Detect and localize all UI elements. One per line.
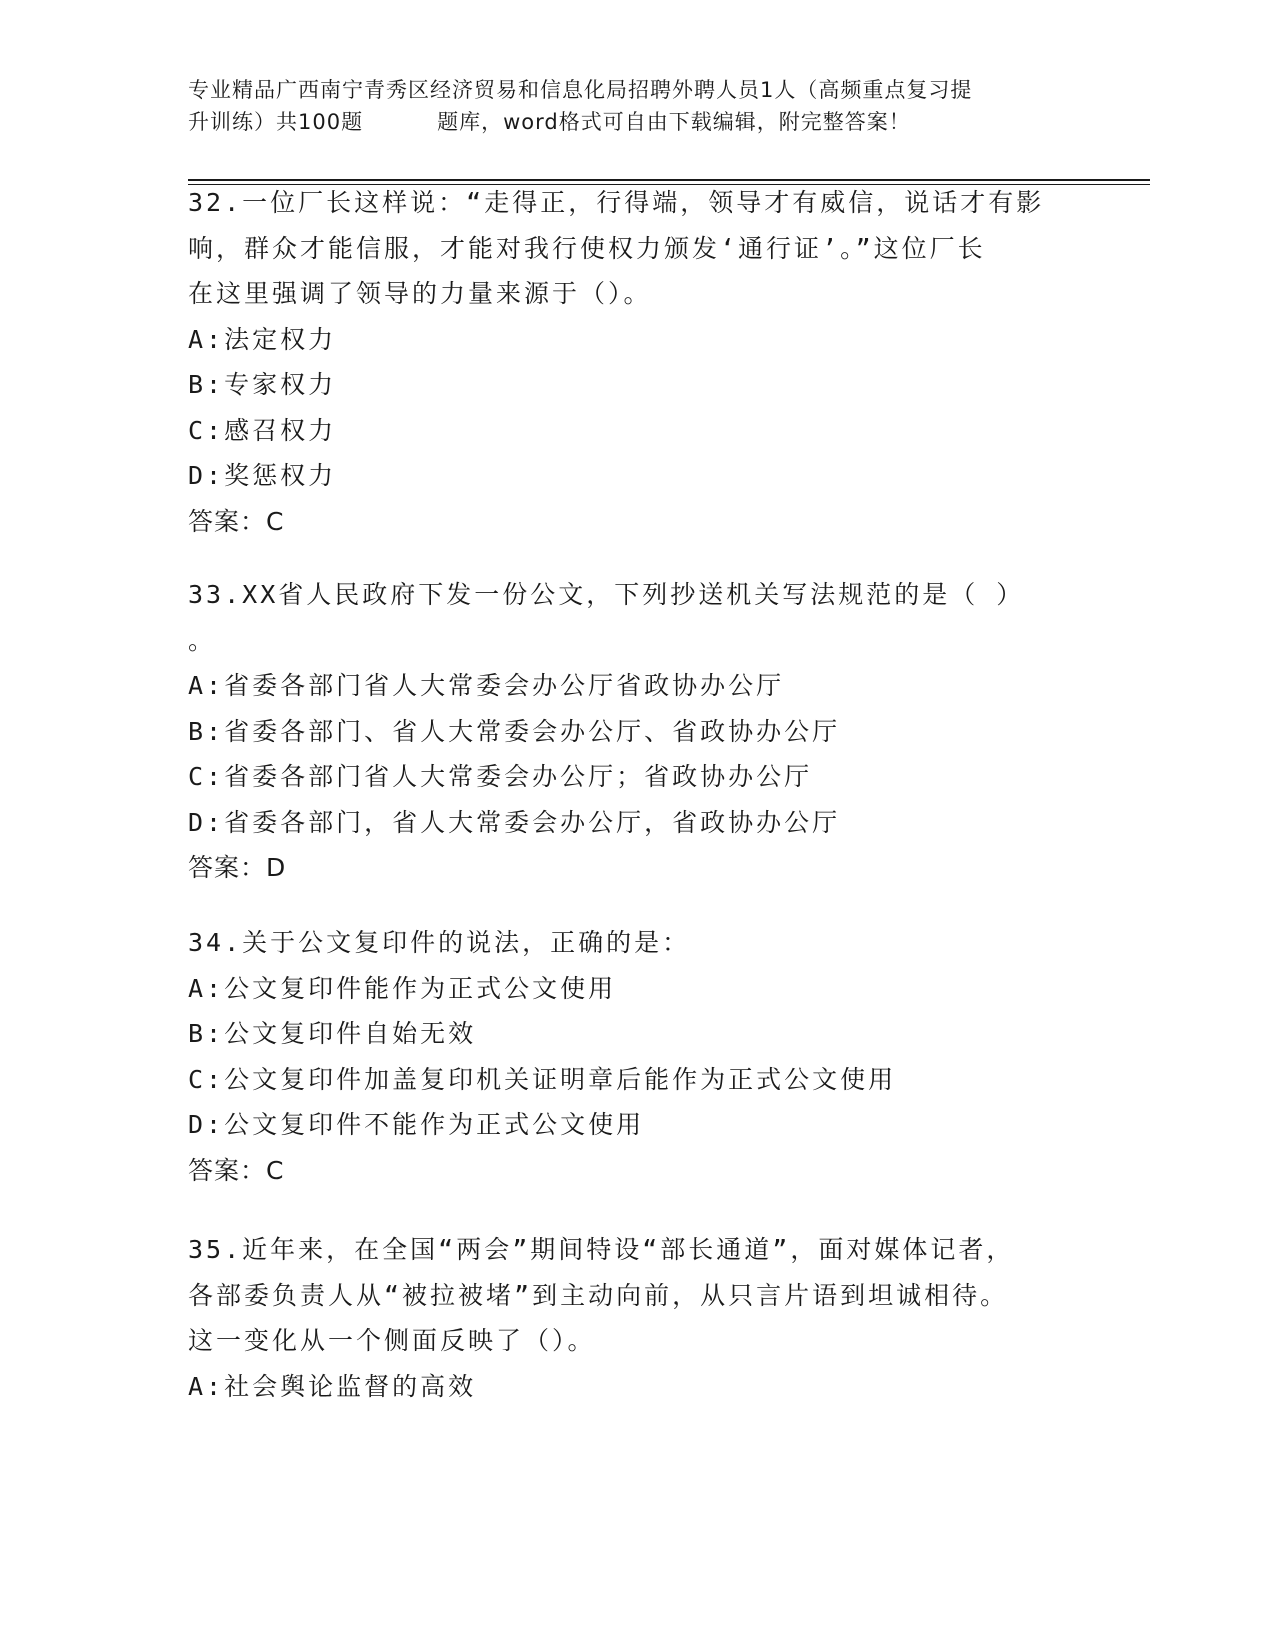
stem-line: 35.近年来，在全国“两会”期间特设“部长通道”，面对媒体记者，	[188, 1235, 1015, 1264]
option-a: A:社会舆论监督的高效	[188, 1371, 477, 1401]
question-33	[188, 572, 1068, 891]
stem-line: 34.关于公文复印件的说法，正确的是：	[188, 928, 691, 957]
question-stem	[188, 180, 1068, 317]
question-stem	[188, 1227, 1068, 1364]
question-stem	[188, 920, 1068, 966]
question-34	[188, 920, 1068, 1193]
stem-line: 32.一位厂长这样说：“走得正，行得端，领导才有威信，说话才有影	[188, 188, 1045, 217]
question-32	[188, 180, 1068, 544]
header-line-2	[188, 106, 1088, 138]
question-stem	[188, 572, 1068, 663]
header-line-2-left: 升训练）共100题	[188, 110, 364, 134]
option-b: B:专家权力	[188, 370, 337, 399]
option-b: B:公文复印件自始无效	[188, 1019, 477, 1048]
header-line-2-right: 题库，word格式可自由下载编辑，附完整答案！	[437, 110, 911, 134]
answer-line: 答案：C	[188, 1155, 285, 1185]
answer-line: 答案：D	[188, 853, 287, 882]
option-a: A:公文复印件能作为正式公文使用	[188, 973, 617, 1003]
stem-line: 响，群众才能信服，才能对我行使权力颁发‘通行证’。”这位厂长	[188, 233, 986, 263]
answer-line: 答案：C	[188, 506, 285, 536]
stem-line: 这一变化从一个侧面反映了（）。	[188, 1326, 596, 1355]
option-c: C:省委各部门省人大常委会办公厅；省政协办公厅	[188, 762, 813, 791]
option-d: D:公文复印件不能作为正式公文使用	[188, 1110, 645, 1139]
option-b: B:省委各部门、省人大常委会办公厅、省政协办公厅	[188, 716, 841, 746]
option-d: D:奖惩权力	[188, 461, 337, 490]
header-line-1: 专业精品广西南宁青秀区经济贸易和信息化局招聘外聘人员1人（高频重点复习提	[188, 78, 973, 102]
document-header	[188, 74, 1088, 138]
option-a: A:省委各部门省人大常委会办公厅省政协办公厅	[188, 671, 785, 700]
stem-line: 各部委负责人从“被拉被堵”到主动向前，从只言片语到坦诚相待。	[188, 1280, 1009, 1310]
option-a: A:法定权力	[188, 324, 337, 354]
stem-line: 在这里强调了领导的力量来源于（）。	[188, 279, 652, 308]
option-c: C:感召权力	[188, 415, 337, 445]
question-35	[188, 1227, 1068, 1409]
option-d: D:省委各部门，省人大常委会办公厅，省政协办公厅	[188, 807, 841, 837]
stem-line: 。	[188, 625, 217, 655]
stem-line: 33.XX省人民政府下发一份公文，下列抄送机关写法规范的是（ ）	[188, 580, 1025, 609]
option-c: C:公文复印件加盖复印机关证明章后能作为正式公文使用	[188, 1064, 897, 1094]
